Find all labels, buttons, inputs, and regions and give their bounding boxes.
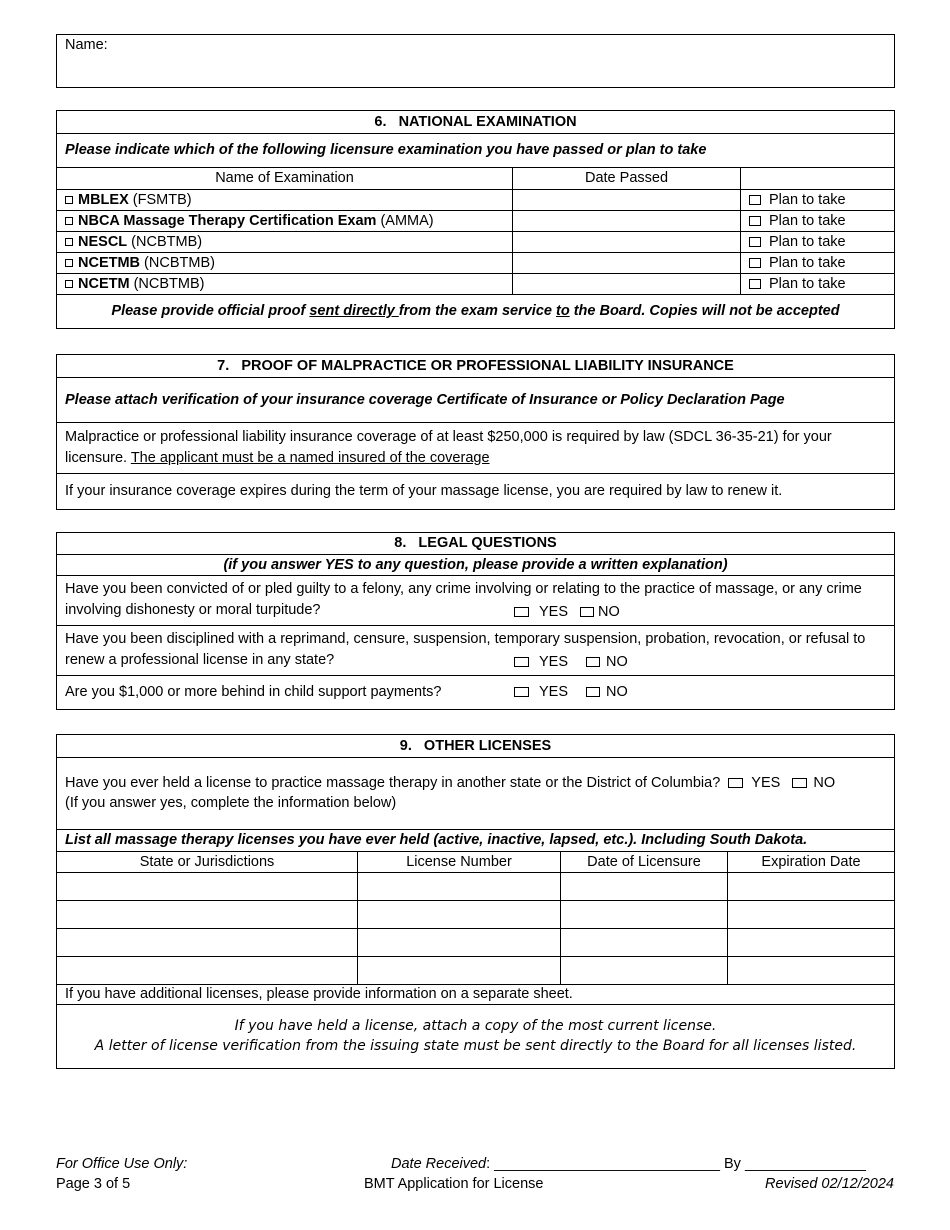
name-input[interactable] bbox=[117, 37, 890, 83]
exam-name: NESCL bbox=[78, 233, 128, 250]
other-license-note: (If you answer yes, complete the information below) bbox=[65, 795, 397, 811]
proof-text-d: to bbox=[555, 303, 570, 320]
col-expiration: Expiration Date bbox=[728, 851, 895, 872]
date-received bbox=[391, 1156, 866, 1172]
cell-expiration[interactable] bbox=[728, 928, 895, 956]
yes-label: YES bbox=[539, 653, 569, 670]
no-checkbox[interactable] bbox=[586, 657, 600, 667]
exam-name: NBCA Massage Therapy Certification Exam bbox=[78, 212, 377, 229]
license-row bbox=[57, 928, 894, 956]
sec7-title: 7. PROOF OF MALPRACTICE OR PROFESSIONAL LIABILITY INSURANCE bbox=[57, 355, 894, 377]
plan-checkbox[interactable] bbox=[749, 279, 761, 289]
checkbox-icon[interactable] bbox=[65, 217, 73, 225]
no-label: NO bbox=[606, 683, 628, 700]
page-number: Page 3 of 5 bbox=[56, 1176, 131, 1192]
question-text: Have you been convicted of or pled guilty to a felony, any crime involving or relating to the practice of massage, or any crime involving dishonesty or moral turpitude? bbox=[65, 581, 862, 618]
cell-expiration[interactable] bbox=[728, 872, 895, 900]
no-label: NO bbox=[813, 775, 836, 791]
col-date-passed: Date Passed bbox=[513, 167, 741, 189]
cell-state[interactable] bbox=[57, 900, 358, 928]
col-license-number: License Number bbox=[358, 851, 561, 872]
checkbox-icon[interactable] bbox=[65, 196, 73, 204]
cell-date-licensure[interactable] bbox=[561, 956, 728, 984]
plan-checkbox[interactable] bbox=[749, 195, 761, 205]
verification-note: A letter of license verification from the issuing state must be sent directly to the Board for all licenses listed. bbox=[94, 1038, 857, 1055]
date-received-label: Date Received bbox=[391, 1156, 487, 1172]
no-checkbox[interactable] bbox=[580, 607, 594, 617]
proof-text-a: Please provide official proof bbox=[111, 303, 310, 320]
cell-expiration[interactable] bbox=[728, 956, 895, 984]
legal-question-1 bbox=[57, 575, 894, 625]
legal-question-3 bbox=[57, 675, 894, 709]
sec7-para1 bbox=[57, 422, 894, 473]
name-label: Name: bbox=[65, 37, 108, 53]
sec9-list-instruction: List all massage therapy licenses you have ever held (active, inactive, lapsed, etc.). Including South Dakota. bbox=[57, 829, 894, 851]
col-plan bbox=[741, 167, 895, 189]
checkbox-icon[interactable] bbox=[65, 280, 73, 288]
no-checkbox[interactable] bbox=[792, 778, 807, 788]
section-national-examination bbox=[56, 110, 895, 329]
legal-question-2 bbox=[57, 625, 894, 675]
yes-label: YES bbox=[539, 603, 569, 620]
plan-checkbox[interactable] bbox=[749, 258, 761, 268]
no-label: NO bbox=[606, 653, 628, 670]
yes-label: YES bbox=[539, 683, 569, 700]
other-license-question: Have you ever held a license to practice massage therapy in another state or the District of Columbia? bbox=[65, 775, 721, 791]
by-field[interactable]: By _______________ bbox=[724, 1156, 866, 1172]
sec9-title: 9. OTHER LICENSES bbox=[57, 735, 894, 757]
col-exam-name: Name of Examination bbox=[57, 167, 513, 189]
checkbox-icon[interactable] bbox=[65, 259, 73, 267]
sec8-subtitle: (if you answer YES to any question, please provide a written explanation) bbox=[57, 554, 894, 575]
yes-checkbox[interactable] bbox=[514, 657, 529, 667]
cell-date-licensure[interactable] bbox=[561, 900, 728, 928]
cell-license-number[interactable] bbox=[358, 872, 561, 900]
cell-date-licensure[interactable] bbox=[561, 872, 728, 900]
sec9-additional: If you have additional licenses, please provide information on a separate sheet. bbox=[57, 984, 894, 1004]
section-legal-questions bbox=[56, 532, 895, 710]
plan-checkbox[interactable] bbox=[749, 216, 761, 226]
exam-name: NCETM bbox=[78, 275, 130, 292]
exam-row bbox=[57, 231, 894, 252]
exam-row bbox=[57, 273, 894, 294]
cell-state[interactable] bbox=[57, 956, 358, 984]
checkbox-icon[interactable] bbox=[65, 238, 73, 246]
plan-checkbox[interactable] bbox=[749, 237, 761, 247]
cell-license-number[interactable] bbox=[358, 900, 561, 928]
exam-org: (AMMA) bbox=[376, 212, 434, 229]
date-passed-cell[interactable] bbox=[513, 189, 741, 210]
sec6-proof-note bbox=[57, 294, 894, 328]
question-text: Are you $1,000 or more behind in child support payments? bbox=[65, 684, 442, 701]
cell-state[interactable] bbox=[57, 928, 358, 956]
date-passed-cell[interactable] bbox=[513, 273, 741, 294]
yes-label: YES bbox=[751, 775, 781, 791]
sec7-para2: If your insurance coverage expires during the term of your massage license, you are required by law to renew it. bbox=[57, 473, 894, 509]
date-passed-cell[interactable] bbox=[513, 252, 741, 273]
insurance-requirement: Malpractice or professional liability insurance coverage of at least $250,000 is required by law (SDCL 36-35-21) for your licensure. bbox=[65, 428, 832, 466]
exam-name: MBLEX bbox=[78, 191, 129, 208]
no-label: NO bbox=[598, 603, 620, 620]
plan-label: Plan to take bbox=[769, 212, 846, 229]
cell-state[interactable] bbox=[57, 872, 358, 900]
sec6-title: 6. NATIONAL EXAMINATION bbox=[57, 111, 894, 133]
date-passed-cell[interactable] bbox=[513, 210, 741, 231]
no-checkbox[interactable] bbox=[586, 687, 600, 697]
cell-date-licensure[interactable] bbox=[561, 928, 728, 956]
exam-org: (FSMTB) bbox=[128, 191, 192, 208]
yes-checkbox[interactable] bbox=[514, 687, 529, 697]
yes-checkbox[interactable] bbox=[514, 607, 529, 617]
cell-license-number[interactable] bbox=[358, 956, 561, 984]
exam-row bbox=[57, 252, 894, 273]
named-insured-note: The applicant must be a named insured of the coverage bbox=[130, 449, 490, 466]
plan-label: Plan to take bbox=[769, 275, 846, 292]
name-box bbox=[56, 34, 895, 88]
office-use-label: For Office Use Only: bbox=[56, 1156, 188, 1172]
plan-label: Plan to take bbox=[769, 254, 846, 271]
sec9-question bbox=[57, 757, 894, 829]
plan-label: Plan to take bbox=[769, 191, 846, 208]
question-text: Have you been disciplined with a reprimand, censure, suspension, temporary suspension, probation, revocation, or refusal to renew a professional license in any state? bbox=[65, 631, 866, 668]
exam-row bbox=[57, 210, 894, 231]
yes-checkbox[interactable] bbox=[728, 778, 743, 788]
proof-text-c: from the exam service bbox=[398, 303, 556, 320]
plan-label: Plan to take bbox=[769, 233, 846, 250]
sec6-instruction: Please indicate which of the following licensure examination you have passed or plan to take bbox=[57, 133, 894, 167]
exam-name: NCETMB bbox=[78, 254, 141, 271]
proof-text-e: the Board. Copies will not be accepted bbox=[569, 303, 840, 320]
section-insurance bbox=[56, 354, 895, 510]
license-row bbox=[57, 956, 894, 984]
license-row bbox=[57, 900, 894, 928]
cell-expiration[interactable] bbox=[728, 900, 895, 928]
col-date-licensure: Date of Licensure bbox=[561, 851, 728, 872]
sec7-instruction: Please attach verification of your insurance coverage Certificate of Insurance or Policy Declaration Page bbox=[57, 377, 894, 422]
exam-row bbox=[57, 189, 894, 210]
sec8-title: 8. LEGAL QUESTIONS bbox=[57, 533, 894, 554]
date-received-blank[interactable]: : ____________________________ bbox=[486, 1156, 724, 1172]
cell-license-number[interactable] bbox=[358, 928, 561, 956]
proof-text-b: sent directly bbox=[309, 303, 399, 320]
exam-org: (NCBTMB) bbox=[129, 275, 205, 292]
section-other-licenses bbox=[56, 734, 895, 1069]
license-row bbox=[57, 872, 894, 900]
form-title: BMT Application for License bbox=[364, 1176, 544, 1192]
exam-org: (NCBTMB) bbox=[140, 254, 215, 271]
license-copy-note: If you have held a license, attach a copy of the most current license. bbox=[234, 1018, 717, 1035]
exam-org: (NCBTMB) bbox=[127, 233, 203, 250]
col-state: State or Jurisdictions bbox=[57, 851, 358, 872]
date-passed-cell[interactable] bbox=[513, 231, 741, 252]
revision-date: Revised 02/12/2024 bbox=[765, 1176, 894, 1192]
sec9-notes bbox=[57, 1004, 894, 1068]
